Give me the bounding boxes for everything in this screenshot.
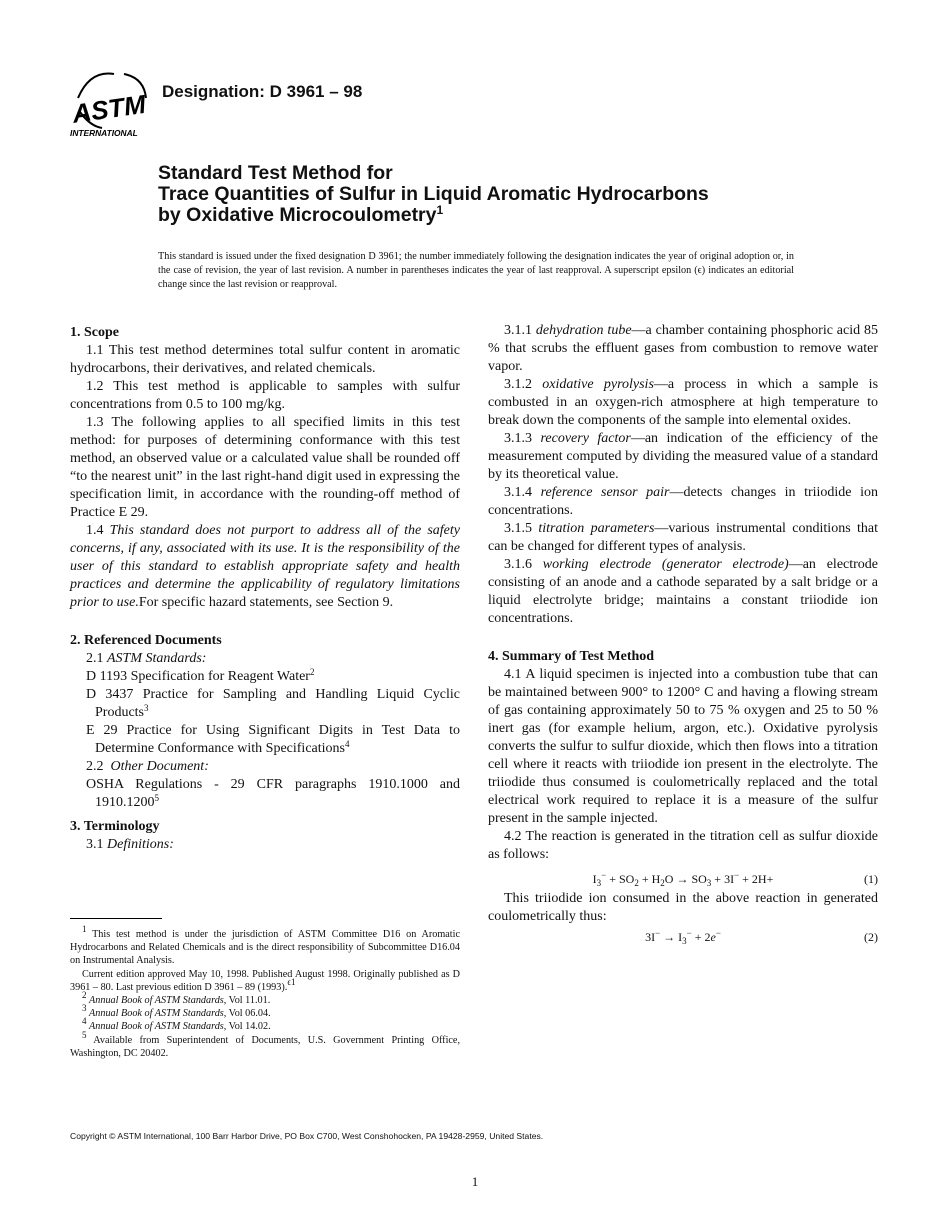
reference-e29 <box>70 722 460 758</box>
footnote-5 <box>70 1029 460 1060</box>
paragraph-3-1-number: 3.1 <box>86 837 104 852</box>
left-column <box>70 322 460 854</box>
reference-osha-footnote: 5 <box>154 793 159 803</box>
footnote-4-mark: 4 <box>82 1016 87 1027</box>
footnote-2 <box>70 990 460 1007</box>
footnote-3-mark: 3 <box>82 1003 87 1014</box>
title-line-3-text: by Oxidative Microcoulometry <box>158 204 437 226</box>
paragraph-4-2: 4.2 The reaction is generated in the titration cell as sulfur dioxide as follows: <box>488 829 878 862</box>
footnote-4 <box>70 1016 460 1033</box>
title-line-2: Trace Quantities of Sulfur in Liquid Aromatic Hydrocarbons <box>158 183 709 205</box>
paragraph-3-1 <box>70 836 460 854</box>
definition-3-1-6-term: working electrode (generator electrode) <box>542 557 789 572</box>
astm-logo <box>68 68 152 140</box>
title-line-3 <box>158 205 858 226</box>
equation-1 <box>488 868 878 890</box>
section-heading-referenced-documents: 2. Referenced Documents <box>70 633 222 648</box>
reference-d3437-footnote: 3 <box>144 703 149 713</box>
footnote-2-italic: Annual Book of ASTM Standards <box>89 995 224 1007</box>
footnote-3 <box>70 1003 460 1020</box>
paragraph-2-2 <box>70 758 460 776</box>
definition-3-1-1-number: 3.1.1 <box>504 323 532 338</box>
title-footnote-mark: 1 <box>436 203 444 217</box>
footnote-1-edition-text: Current edition approved May 10, 1998. Published August 1998. Originally published as D 3961 – 80. Last previous edition D 3961 – 89 (1993). <box>70 968 460 993</box>
footnote-divider <box>70 918 162 919</box>
definition-3-1-4-text: —detects changes in triiodide ion concentrations. <box>488 485 878 518</box>
footnote-5-mark: 5 <box>82 1029 87 1040</box>
definition-3-1-1-text: —a chamber containing phosphoric acid 85 % that scrubs the effluent gases from combustion to remove water vapor. <box>488 323 879 374</box>
reference-d1193-footnote: 2 <box>309 667 315 677</box>
reference-d3437 <box>70 686 460 722</box>
paragraph-1-4-number: 1.4 <box>86 523 104 538</box>
footnote-1 <box>70 924 460 968</box>
definition-3-1-2-number: 3.1.2 <box>504 377 532 392</box>
paragraph-2-1-label: ASTM Standards: <box>107 651 207 666</box>
issuance-note: This standard is issued under the fixed designation D 3961; the number immediately following the designation indicates the year of original adoption or, in the case of revision, the year of last revision. A number in parentheses indicates the year of last reapproval. A superscript epsilon (ϵ) indicates an editorial change since the last revision or reapproval. <box>158 251 794 290</box>
definition-3-1-4 <box>488 484 878 520</box>
reference-osha <box>70 776 460 812</box>
title-line-1: Standard Test Method for <box>158 162 393 184</box>
paragraph-1-4 <box>70 522 460 612</box>
footnote-4-italic: Annual Book of ASTM Standards <box>89 1021 224 1033</box>
copyright-notice: Copyright © ASTM International, 100 Barr Harbor Drive, PO Box C700, West Conshohocken, PA 19428-2959, United States. <box>70 1131 544 1141</box>
reference-e29-footnote: 4 <box>344 739 350 749</box>
equation-2 <box>488 926 878 948</box>
definition-3-1-5-number: 3.1.5 <box>504 521 532 536</box>
paragraph-2-2-label: Other Document: <box>110 759 209 774</box>
definition-3-1-2 <box>488 376 878 430</box>
footnote-3-italic: Annual Book of ASTM Standards <box>89 1008 224 1020</box>
footnote-1-text: This test method is under the jurisdiction of ASTM Committee D16 on Aromatic Hydrocarbons and Related Chemicals and is the direct responsibility of Subcommittee D16.04 on Instrumental Analysis. <box>70 929 460 967</box>
document-title <box>158 163 858 226</box>
definition-3-1-1 <box>488 322 878 376</box>
paragraph-1-4-rest: For specific hazard statements, see Section 9. <box>138 595 394 610</box>
definition-3-1-5-term: titration parameters <box>538 521 655 536</box>
footnote-1-mark: 1 <box>82 924 87 934</box>
page-number: 1 <box>471 1174 479 1189</box>
equation-1-expression: $I_3^- + SO_2 + H_2O \to SO_3 + 3I^- + 2H+$ <box>592 870 774 888</box>
paragraph-1-1: 1.1 This test method determines total sulfur content in aromatic hydrocarbons, their derivatives, and related chemicals. <box>70 343 460 376</box>
reference-e29-text: E 29 Practice for Using Significant Digits in Test Data to Determine Conformance with Specifications <box>86 723 460 756</box>
paragraph-2-1 <box>70 650 460 668</box>
paragraph-1-4-italic: This standard does not purport to address all of the safety concerns, if any, associated with its use. It is the responsibility of the user of this standard to establish appropriate safety and health practices and determine the applicability of regulatory limitations prior to use. <box>70 523 461 610</box>
paragraph-4-3: This triiodide ion consumed in the above reaction in generated coulometrically thus: <box>488 891 878 924</box>
definition-3-1-2-text: —a process in which a sample is combusted in an oxygen-rich atmosphere at high temperature to break down the components of the sample into elemental oxides. <box>488 377 879 428</box>
footnote-5-text: Available from Superintendent of Documents, U.S. Government Printing Office, Washington, DC 20402. <box>70 1034 460 1059</box>
logo-subtext: INTERNATIONAL <box>70 128 138 138</box>
paragraph-3-1-label: Definitions: <box>107 837 174 852</box>
footnote-2-mark: 2 <box>82 990 87 1001</box>
footnote-1-edition-mark: ϵ1 <box>287 976 296 987</box>
designation: Designation: D 3961 – 98 <box>162 82 363 101</box>
definition-3-1-3-term: recovery factor <box>540 431 631 446</box>
section-heading-summary: 4. Summary of Test Method <box>488 649 655 664</box>
reference-d3437-text: D 3437 Practice for Sampling and Handling Liquid Cyclic Products <box>86 687 460 720</box>
definition-3-1-1-term: dehydration tube <box>535 323 632 338</box>
footnote-2-text: , Vol 11.01. <box>223 995 271 1007</box>
footnotes <box>70 924 460 1060</box>
definition-3-1-4-number: 3.1.4 <box>504 485 532 500</box>
definition-3-1-5-text: —various instrumental conditions that can be changed for different types of analysis. <box>488 521 878 554</box>
definition-3-1-3-text: —an indication of the efficiency of the measurement computed by dividing the measured value of a standard by its theoretical value. <box>488 431 879 482</box>
section-heading-scope: 1. Scope <box>70 325 119 340</box>
paragraph-1-3: 1.3 The following applies to all specified limits in this test method: for purposes of determining conformance with this test method, an observed value or a calculated value shall be rounded off “to the nearest unit” in the last right-hand digit used in expressing the specification limit, in accordance with the rounding-off method of Practice E 29. <box>70 415 460 520</box>
paragraph-2-1-number: 2.1 <box>86 651 104 666</box>
paragraph-4-1: 4.1 A liquid specimen is injected into a combustion tube that can be maintained between 900° to 1200° C and having a flowing stream of gas containing approximately 50 to 75 % oxygen and 25 to 50 % inert gas (for example helium, argon, etc.). Oxidative pyrolysis converts the sulfur to sulfur dioxide, which then flows into a titration cell where it reacts with triiodide ion present in the electrolyte. The triiodide thus consumed is coulometrically replaced and the total electrical work required to replace it is a measure of the sulfur present in the sample injected. <box>488 667 878 826</box>
equation-2-expression: $3I^- \to I_3^- + 2e^-$ <box>645 928 721 946</box>
reference-osha-text: OSHA Regulations - 29 CFR paragraphs 1910.1000 and 1910.1200 <box>86 777 460 810</box>
equation-2-number: (2) <box>864 930 878 944</box>
logo-text: ASTM <box>70 88 148 129</box>
definition-3-1-3 <box>488 430 878 484</box>
right-column <box>488 322 878 948</box>
definition-3-1-6 <box>488 556 878 628</box>
astm-logo-icon <box>68 68 152 140</box>
paragraph-1-2: 1.2 This test method is applicable to samples with sulfur concentrations from 0.5 to 100 mg/kg. <box>70 379 460 412</box>
definition-3-1-3-number: 3.1.3 <box>504 431 532 446</box>
definition-3-1-4-term: reference sensor pair <box>540 485 670 500</box>
definition-3-1-6-number: 3.1.6 <box>504 557 532 572</box>
footnote-1-edition <box>70 968 460 994</box>
reference-d1193-text: D 1193 Specification for Reagent Water <box>86 669 310 684</box>
definition-3-1-5 <box>488 520 878 556</box>
paragraph-2-2-number: 2.2 <box>86 759 104 774</box>
reference-d1193 <box>70 668 460 686</box>
section-heading-terminology: 3. Terminology <box>70 819 160 834</box>
footnote-4-text: , Vol 14.02. <box>223 1021 271 1033</box>
equation-1-number: (1) <box>864 872 878 886</box>
footnote-3-text: , Vol 06.04. <box>223 1008 271 1020</box>
definition-3-1-6-text: —an electrode consisting of an anode and a cathode separated by a salt bridge or a liquid electrolyte bridge; maintains a constant triiodide ion concentrations. <box>488 557 879 626</box>
definition-3-1-2-term: oxidative pyrolysis <box>542 377 654 392</box>
